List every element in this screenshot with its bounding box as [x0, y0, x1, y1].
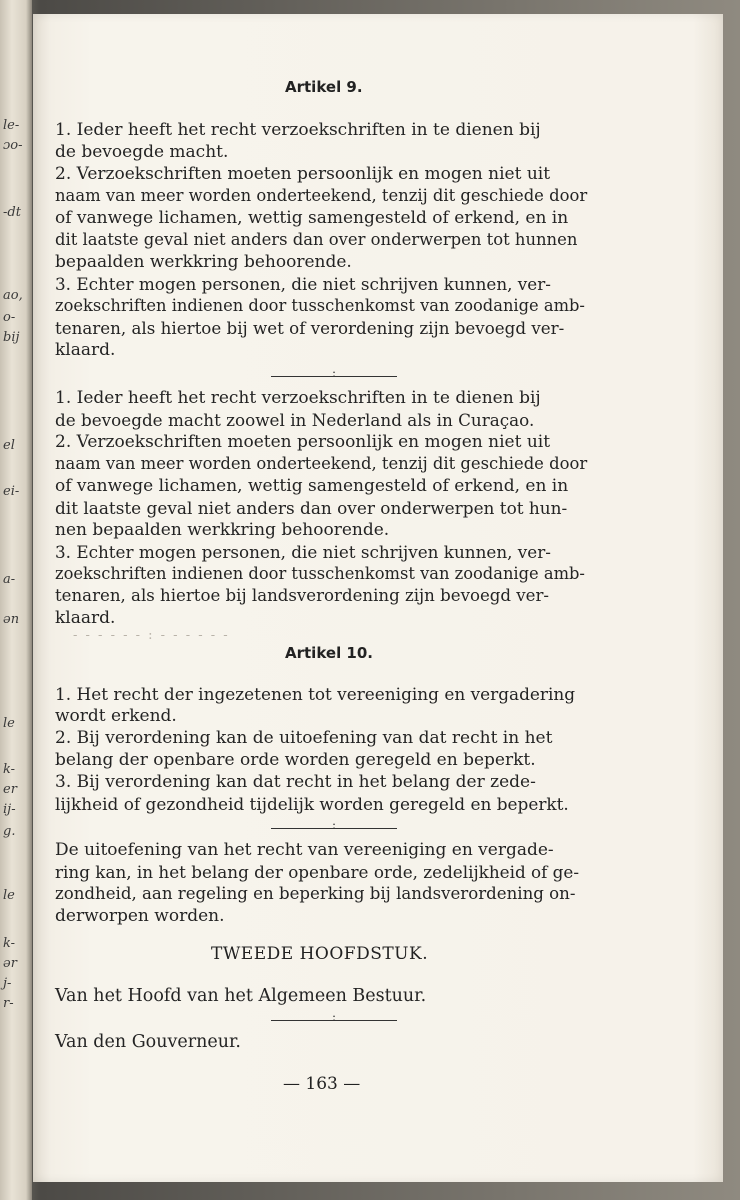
margin-fragment: ər — [3, 956, 17, 971]
text-line: 2. Verzoekschriften moeten persoonlijk en mogen niet uit — [55, 164, 551, 184]
section-divider — [271, 366, 397, 380]
text-line: 1. Het recht der ingezetenen tot vereeniging en vergadering — [55, 684, 576, 704]
text-line: 3. Echter mogen personen, die niet schrijven kunnen, ver- — [55, 542, 551, 562]
text-line: klaard. — [55, 608, 116, 628]
margin-fragment: g. — [3, 824, 16, 839]
text-line: naam van meer worden onderteekend, tenzij dit geschiede door — [55, 454, 588, 473]
chapter-title: TWEEDE HOOFDSTUK. — [211, 944, 429, 964]
page-number: — 163 — — [283, 1074, 361, 1094]
section-title: Van den Gouverneur. — [55, 1032, 241, 1052]
margin-fragment: ən — [3, 612, 20, 627]
text-line: 2. Verzoekschriften moeten persoonlijk en mogen niet uit — [55, 432, 551, 452]
text-line: 2. Bij verordening kan de uitoefening van dat recht in het — [55, 728, 553, 748]
text-line: tenaren, als hiertoe bij wet of verordening zijn bevoegd ver- — [55, 318, 565, 338]
text-line: derworpen worden. — [55, 906, 225, 926]
faint-divider: - - - - - - : - - - - - - — [73, 628, 230, 643]
text-line: tenaren, als hiertoe bij landsverordening zijn bevoegd ver- — [55, 586, 550, 605]
margin-fragment: el — [3, 438, 15, 453]
margin-fragment: o- — [3, 310, 16, 325]
margin-fragment: k- — [3, 936, 16, 951]
text-line: 3. Bij verordening kan dat recht in het belang der zede- — [55, 772, 536, 792]
text-line: nen bepaalden werkkring behoorende. — [55, 520, 390, 540]
margin-fragment: r- — [3, 996, 14, 1011]
text-line: De uitoefening van het recht van vereeniging en vergade- — [55, 840, 554, 860]
margin-fragment: le — [3, 716, 15, 731]
margin-fragment: ao, — [3, 288, 23, 303]
margin-fragment: ij- — [3, 802, 16, 817]
margin-fragment: ei- — [3, 484, 20, 499]
text-line: zoekschriften indienen door tusschenkomst van zoodanige amb- — [55, 564, 585, 583]
margin-fragment: er — [3, 782, 17, 797]
text-line: dit laatste geval niet anders dan over onderwerpen tot hunnen — [55, 230, 578, 249]
text-line: naam van meer worden onderteekend, tenzij dit geschiede door — [55, 186, 588, 205]
divider-colon: : — [331, 818, 337, 832]
text-line: ring kan, in het belang der openbare orde, zedelijkheid of ge- — [55, 862, 580, 882]
margin-fragment: bij — [3, 330, 20, 345]
artikel-10-heading: Artikel 10. — [285, 644, 374, 662]
text-line: de bevoegde macht. — [55, 142, 229, 162]
margin-fragment: j- — [3, 976, 12, 991]
book-page — [33, 14, 723, 1182]
section-divider — [271, 1010, 397, 1024]
text-line: 1. Ieder heeft het recht verzoekschriften in te dienen bij — [55, 388, 541, 408]
margin-fragment: le- — [3, 118, 20, 133]
text-line: zoekschriften indienen door tusschenkomst van zoodanige amb- — [55, 296, 585, 315]
text-line: bepaalden werkkring behoorende. — [55, 252, 352, 272]
left-page-edge — [0, 0, 32, 1200]
text-line: belang der openbare orde worden geregeld en beperkt. — [55, 750, 536, 770]
text-line: of vanwege lichamen, wettig samengesteld of erkend, en in — [55, 208, 569, 228]
text-line: of vanwege lichamen, wettig samengesteld of erkend, en in — [55, 476, 569, 496]
chapter-subtitle: Van het Hoofd van het Algemeen Bestuur. — [55, 986, 427, 1006]
text-line: wordt erkend. — [55, 706, 177, 726]
text-line: zondheid, aan regeling en beperking bij landsverordening on- — [55, 884, 576, 903]
section-divider — [271, 818, 397, 832]
divider-colon: : — [331, 366, 337, 380]
divider-colon: : — [331, 1010, 337, 1024]
text-line: dit laatste geval niet anders dan over onderwerpen tot hun- — [55, 498, 568, 518]
artikel-9-heading: Artikel 9. — [285, 78, 363, 96]
text-line: lijkheid of gezondheid tijdelijk worden geregeld en beperkt. — [55, 794, 569, 814]
margin-fragment: -dt — [3, 205, 21, 220]
text-line: klaard. — [55, 340, 116, 360]
text-line: 1. Ieder heeft het recht verzoekschriften in te dienen bij — [55, 120, 541, 140]
margin-fragment: ɔo- — [3, 138, 23, 153]
margin-fragment: k- — [3, 762, 16, 777]
text-line: 3. Echter mogen personen, die niet schrijven kunnen, ver- — [55, 274, 551, 294]
margin-fragment: le — [3, 888, 15, 903]
text-line: de bevoegde macht zoowel in Nederland als in Curaçao. — [55, 410, 535, 430]
margin-fragment: a- — [3, 572, 16, 587]
